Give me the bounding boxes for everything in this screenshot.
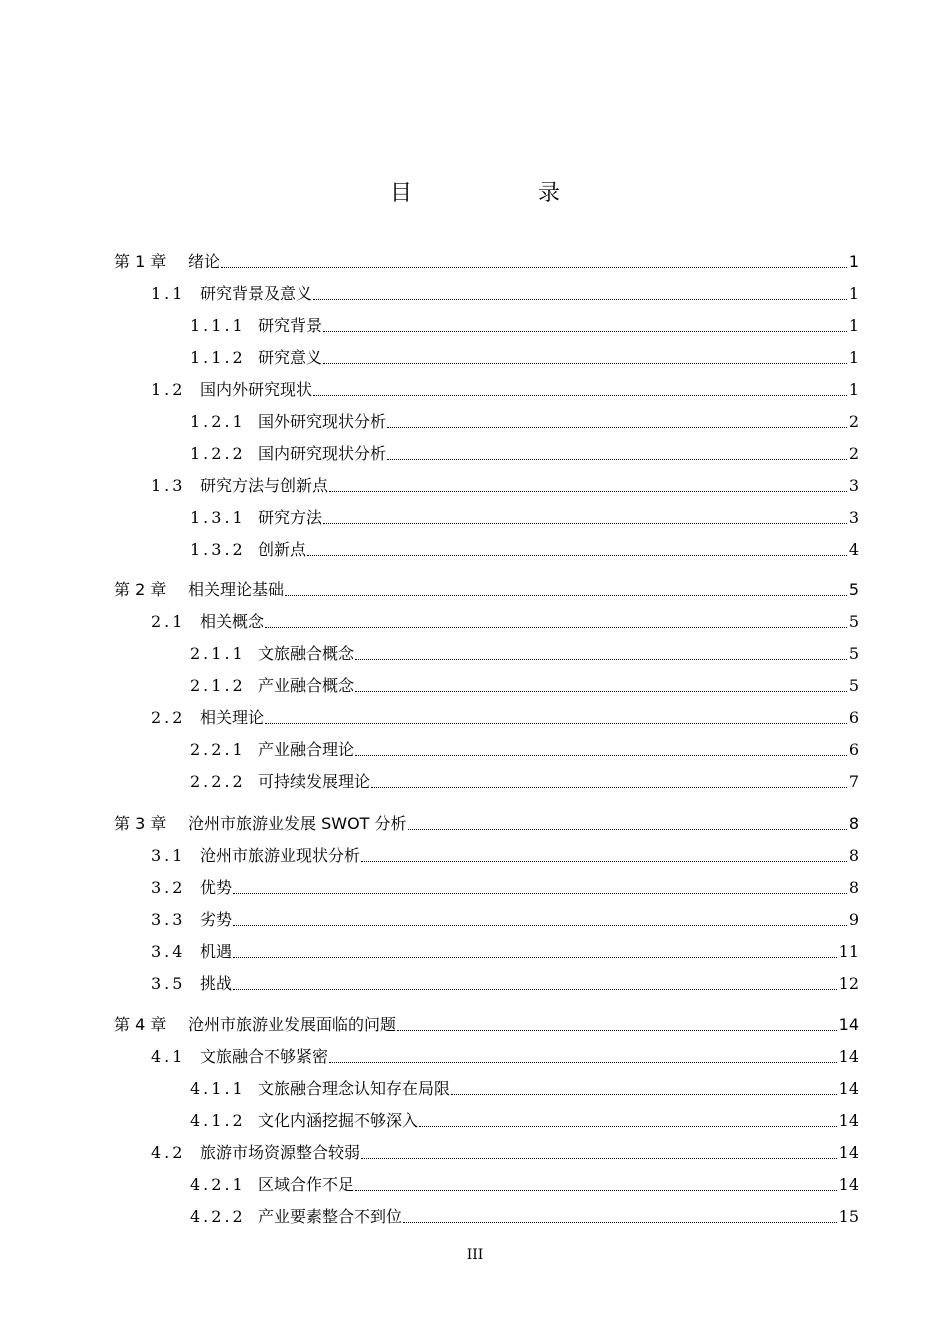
toc-entry-title: 文旅融合不够紧密 (200, 1047, 329, 1066)
toc-entry-number: 4.1 (151, 1047, 186, 1066)
toc-entry-number: 1.2.2 (190, 444, 246, 463)
toc-dot-leader (329, 475, 847, 492)
toc-entry-page: 8 (848, 814, 859, 833)
toc-entry-page: 14 (838, 1175, 859, 1194)
toc-entry-number: 第 1 章 (114, 252, 167, 271)
toc-entry-title: 文旅融合理念认知存在局限 (258, 1079, 451, 1098)
toc-dot-leader (355, 643, 847, 660)
toc-entry-page: 14 (838, 1015, 859, 1034)
toc-entry-page: 8 (848, 878, 859, 897)
toc-entry-number: 1.1.1 (190, 316, 246, 335)
toc-dot-leader (361, 1142, 837, 1159)
toc-dot-leader (233, 877, 847, 894)
toc-entry-title: 研究方法与创新点 (200, 476, 329, 495)
toc-entry-number: 3.3 (151, 910, 186, 929)
toc-entry-number: 1.3.1 (190, 508, 246, 527)
toc-entry-page: 2 (848, 444, 859, 463)
toc-entry-page: 14 (838, 1079, 859, 1098)
toc-subsection-entry[interactable] (0, 674, 950, 698)
toc-entry-title: 沧州市旅游业发展 SWOT 分析 (188, 814, 407, 833)
toc-dot-leader (419, 1110, 837, 1127)
toc-subsection-entry[interactable] (0, 1109, 950, 1133)
toc-section-entry[interactable] (0, 282, 950, 306)
toc-entry-page: 3 (848, 476, 859, 495)
toc-entry-number: 第 4 章 (114, 1015, 167, 1034)
toc-entry-title: 国外研究现状分析 (258, 412, 387, 431)
toc-subsection-entry[interactable] (0, 642, 950, 666)
toc-entry-title: 区域合作不足 (258, 1175, 355, 1194)
toc-dot-leader (387, 443, 847, 460)
toc-entry-page: 5 (848, 644, 859, 663)
toc-entry-number: 2.1.1 (190, 644, 246, 663)
toc-entry-page: 14 (838, 1143, 859, 1162)
toc-entry-page: 11 (838, 942, 859, 961)
toc-dot-leader (361, 845, 847, 862)
toc-dot-leader (387, 411, 847, 428)
toc-entry-number: 1.3 (151, 476, 186, 495)
toc-entry-title: 国内研究现状分析 (258, 444, 387, 463)
toc-dot-leader (355, 1174, 837, 1191)
toc-dot-leader (265, 611, 847, 628)
toc-entry-title: 研究背景及意义 (200, 284, 313, 303)
toc-entry-title: 研究背景 (258, 316, 323, 335)
toc-chapter-entry[interactable] (0, 578, 950, 602)
toc-entry-title: 研究方法 (258, 508, 323, 527)
toc-entry-page: 5 (848, 676, 859, 695)
toc-entry-title: 可持续发展理论 (258, 772, 371, 791)
toc-entry-page: 5 (848, 580, 859, 599)
toc-entry-title: 文化内涵挖掘不够深入 (258, 1111, 419, 1130)
toc-entry-title: 产业要素整合不到位 (258, 1207, 403, 1226)
toc-entry-page: 1 (848, 348, 859, 367)
toc-entry-number: 3.4 (151, 942, 186, 961)
toc-entry-page: 12 (838, 974, 859, 993)
toc-entry-number: 2.2.2 (190, 772, 246, 791)
toc-entry-number: 第 3 章 (114, 814, 167, 833)
toc-dot-leader (403, 1206, 837, 1223)
toc-entry-page: 2 (848, 412, 859, 431)
toc-entry-number: 4.2 (151, 1143, 186, 1162)
toc-dot-leader (313, 379, 847, 396)
toc-entry-page: 6 (848, 740, 859, 759)
toc-dot-leader (323, 507, 847, 524)
toc-entry-number: 2.2.1 (190, 740, 246, 759)
toc-entry-number: 4.1.2 (190, 1111, 246, 1130)
toc-entry-number: 2.1 (151, 612, 186, 631)
toc-entry-page: 14 (838, 1111, 859, 1130)
toc-entry-title: 研究意义 (258, 348, 323, 367)
toc-dot-leader (233, 909, 847, 926)
toc-subsection-entry[interactable] (0, 410, 950, 434)
toc-entry-title: 绪论 (188, 252, 221, 271)
toc-section-entry[interactable] (0, 610, 950, 634)
toc-entry-title: 优势 (200, 878, 233, 897)
toc-section-entry[interactable] (0, 972, 950, 996)
toc-section-entry[interactable] (0, 474, 950, 498)
toc-entry-page: 3 (848, 508, 859, 527)
toc-entry-title: 沧州市旅游业发展面临的问题 (188, 1015, 397, 1034)
toc-dot-leader (307, 539, 847, 556)
toc-dot-leader (451, 1078, 837, 1095)
toc-entry-number: 3.1 (151, 846, 186, 865)
toc-entry-title: 相关理论 (200, 708, 265, 727)
toc-entry-title: 挑战 (200, 974, 233, 993)
toc-dot-leader (323, 315, 847, 332)
toc-entry-number: 4.1.1 (190, 1079, 246, 1098)
toc-entry-number: 2.1.2 (190, 676, 246, 695)
toc-dot-leader (285, 579, 847, 596)
toc-dot-leader (323, 347, 847, 364)
toc-dot-leader (221, 251, 847, 268)
toc-entry-number: 1.3.2 (190, 540, 246, 559)
toc-entry-page: 1 (848, 316, 859, 335)
toc-entry-title: 国内外研究现状 (200, 380, 313, 399)
page-number: III (466, 1247, 484, 1263)
toc-entry-number: 1.1.2 (190, 348, 246, 367)
toc-entry-title: 旅游市场资源整合较弱 (200, 1143, 361, 1162)
toc-dot-leader (371, 771, 847, 788)
toc-dot-leader (329, 1046, 837, 1063)
toc-entry-number: 第 2 章 (114, 580, 167, 599)
toc-entry-page: 6 (848, 708, 859, 727)
toc-entry-title: 产业融合概念 (258, 676, 355, 695)
toc-entry-number: 1.1 (151, 284, 186, 303)
toc-section-entry[interactable] (0, 908, 950, 932)
toc-entry-page: 1 (848, 380, 859, 399)
toc-entry-title: 文旅融合概念 (258, 644, 355, 663)
toc-subsection-entry[interactable] (0, 538, 950, 562)
toc-section-entry[interactable] (0, 940, 950, 964)
toc-section-entry[interactable] (0, 378, 950, 402)
toc-dot-leader (313, 283, 847, 300)
toc-dot-leader (233, 941, 837, 958)
toc-entry-page: 1 (848, 284, 859, 303)
toc-entry-page: 8 (848, 846, 859, 865)
toc-entry-number: 1.2.1 (190, 412, 246, 431)
toc-entry-page: 15 (838, 1207, 859, 1226)
toc-subsection-entry[interactable] (0, 442, 950, 466)
toc-subsection-entry[interactable] (0, 346, 950, 370)
toc-subsection-entry[interactable] (0, 1173, 950, 1197)
toc-section-entry[interactable] (0, 876, 950, 900)
toc-subsection-entry[interactable] (0, 738, 950, 762)
toc-dot-leader (397, 1014, 837, 1031)
toc-entry-number: 3.5 (151, 974, 186, 993)
toc-entry-title: 劣势 (200, 910, 233, 929)
toc-subsection-entry[interactable] (0, 314, 950, 338)
toc-chapter-entry[interactable] (0, 812, 950, 836)
toc-entry-title: 创新点 (258, 540, 307, 559)
toc-dot-leader (265, 707, 847, 724)
toc-section-entry[interactable] (0, 1141, 950, 1165)
toc-entry-number: 4.2.2 (190, 1207, 246, 1226)
toc-entry-title: 机遇 (200, 942, 233, 961)
toc-entry-title: 沧州市旅游业现状分析 (200, 846, 361, 865)
toc-subsection-entry[interactable] (0, 1205, 950, 1229)
toc-subsection-entry[interactable] (0, 770, 950, 794)
toc-entry-page: 1 (848, 252, 859, 271)
toc-entry-page: 7 (848, 772, 859, 791)
toc-section-entry[interactable] (0, 706, 950, 730)
toc-entry-title: 相关概念 (200, 612, 265, 631)
toc-section-entry[interactable] (0, 844, 950, 868)
toc-chapter-entry[interactable] (0, 250, 950, 274)
toc-dot-leader (355, 739, 847, 756)
toc-title: 目 录 (389, 181, 612, 206)
toc-entry-number: 2.2 (151, 708, 186, 727)
toc-entry-number: 4.2.1 (190, 1175, 246, 1194)
toc-chapter-entry[interactable] (0, 1013, 950, 1037)
toc-entry-title: 产业融合理论 (258, 740, 355, 759)
toc-entry-page: 5 (848, 612, 859, 631)
toc-subsection-entry[interactable] (0, 1077, 950, 1101)
toc-entry-number: 1.2 (151, 380, 186, 399)
toc-section-entry[interactable] (0, 1045, 950, 1069)
toc-entry-number: 3.2 (151, 878, 186, 897)
toc-entry-page: 4 (848, 540, 859, 559)
toc-entry-page: 14 (838, 1047, 859, 1066)
toc-subsection-entry[interactable] (0, 506, 950, 530)
toc-dot-leader (233, 973, 837, 990)
toc-dot-leader (408, 813, 847, 830)
toc-entry-title: 相关理论基础 (188, 580, 285, 599)
toc-entry-page: 9 (848, 910, 859, 929)
toc-dot-leader (355, 675, 847, 692)
